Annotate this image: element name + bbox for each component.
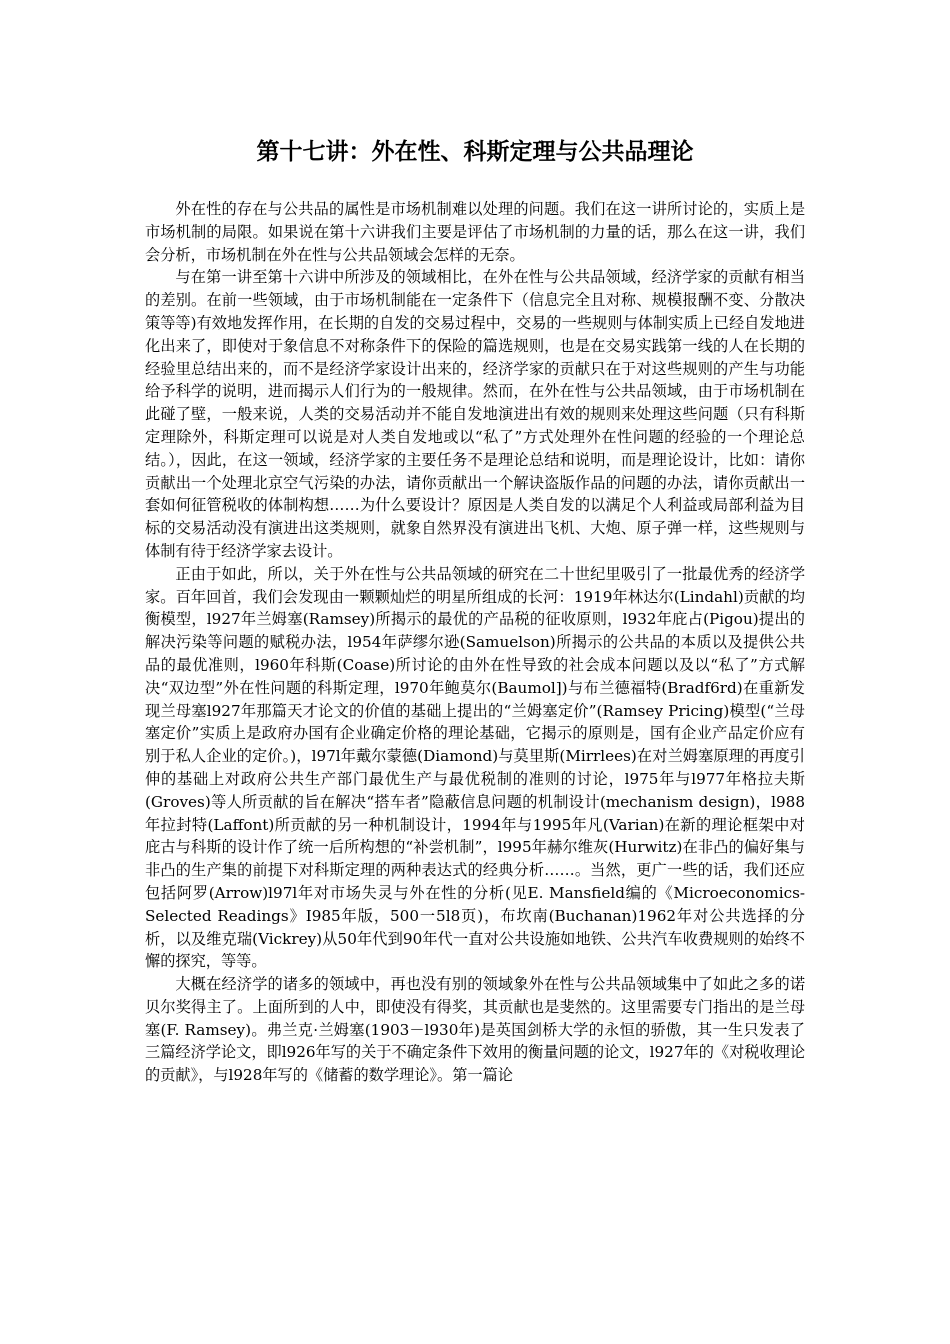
document-title: 第十七讲：外在性、科斯定理与公共品理论 [256,139,694,165]
paragraph-4: 大概在经济学的诸多的领域中，再也没有别的领域象外在性与公共品领域集中了如此之多的诺贝尔奖得主了。上面所到的人中，即使没有得奖，其贡献也是斐然的。这里需要专门指出的是兰母塞(F. Ramsey)。弗兰克·兰姆塞(1903－l930年)是英国剑桥大学的永恒的骄傲，其一生只发表了三篇经济学论文，即l926年写的关于不确定条件下效用的衡量问题的论文，l927年的《对税收理论的贡献》，与l928年写的《储蓄的数学理论》。第一篇论 [145,975,806,1085]
paragraph-1: 外在性的存在与公共品的属性是市场机制难以处理的问题。我们在这一讲所讨论的，实质上是市场机制的局限。如果说在第十六讲我们主要是评估了市场机制的力量的话，那么在这一讲，我们会分析，市场机制在外在性与公共品领域会怎样的无奈。 [145,200,805,264]
paragraph-2: 与在第一讲至第十六讲中所涉及的领域相比，在外在性与公共品领域，经济学家的贡献有相当的差别。在前一些领域，由于市场机制能在一定条件下（信息完全且对称、规模报酬不变、分散决策等等)有效地发挥作用，在长期的自发的交易过程中，交易的一些规则与体制实质上已经自发地进化出来了，即使对于象信息不对称条件下的保险的篇选规则，也是在交易实践第一线的人在长期的经验里总结出来的，而不是经济学家设计出来的，经济学家的贡献只在于对这些规则的产生与功能给予科学的说明，进而揭示人们行为的一般规律。然而，在外在性与公共品领域，由于市场机制在此碰了壁，一般来说，人类的交易活动并不能自发地演进出有效的规则来处理这些问题（只有科斯定理除外，科斯定理可以说是对人类自发地或以“私了”方式处理外在性问题的经验的一个理论总结。），因此，在这一领域，经济学家的主要任务不是理论总结和说明，而是理论设计，比如：请你贡献出一个处理北京空气污染的办法，请你贡献出一个解诀盗版作品的问题的办法，请你贡献出一套如何征管税收的体制构想……为什么要设计？原因是人类自发的以满足个人利益或局部利益为目标的交易活动没有演进出这类规则，就象自然界没有演进出飞机、大炮、原子弹一样，这些规则与体制有待于经济学家去设计。 [145,268,805,560]
paragraph-3: 正由于如此，所以，关于外在性与公共品领域的研究在二十世纪里吸引了一批最优秀的经济学家。百年回首，我们会发现由一颗颗灿烂的明星所组成的长河：1919年林达尔(Lindahl)贡献的均衡模型，l927年兰姆塞(Ramsey)所揭示的最优的产品税的征收原则，l932年庇占(Pigou)提出的解决污染等问题的赋税办法，l954年萨缪尔逊(Samuelson)所揭示的公共品的本质以及提供公共品的最优准则，l960年科斯(Coase)所讨论的由外在性导致的社会成本问题以及以“私了”方式解决“双边型”外在性问题的科斯定理，l970年鲍莫尔(Baumol])与布兰德福特(Bradf6rd)在重新发现兰母塞l927年那篇天才论文的价值的基础上提出的“兰姆塞定价”(Ramsey Pricing)模型(“兰母塞定价”实质上是政府办国有企业确定价格的理论基础，它揭示的原则是，国有企业产品定价应有别于私人企业的定价。)，l97l年戴尔蒙德(Diamond)与莫里斯(Mirrlees)在对兰姆塞原理的再度引伸的基础上对政府公共生产部门最优生产与最优税制的准则的讨论，l975年与l977年格拉夫斯(Groves)等人所贡献的旨在解决“搭车者”隐蔽信息问题的机制设计(mechanism design)，l988年拉封特(Laffont)所贡献的另一种机制设计，1994年与1995年凡(Varian)在新的理论框架中对庇古与科斯的设计作了统一后所构想的“补尝机制”，l995年赫尔维灰(Hurwitz)在非凸的偏好集与非凸的生产集的前提下对科斯定理的两种表达式的经典分析……。当然，更广一些的话，我们还应包括阿罗(Arrow)l97l年对市场失灵与外在性的分析(见E. Mansfield编的《Microeconomics-Selected Readings》I985年版，500一5l8页)，布坎南(Buchanan)1962年对公共选择的分析，以及维克瑞(Vickrey)从50年代到90年代一直对公共设施如地铁、公共汽车收费规则的始终不懈的探究，等等。 [145,564,805,971]
document-body [145,198,805,1087]
